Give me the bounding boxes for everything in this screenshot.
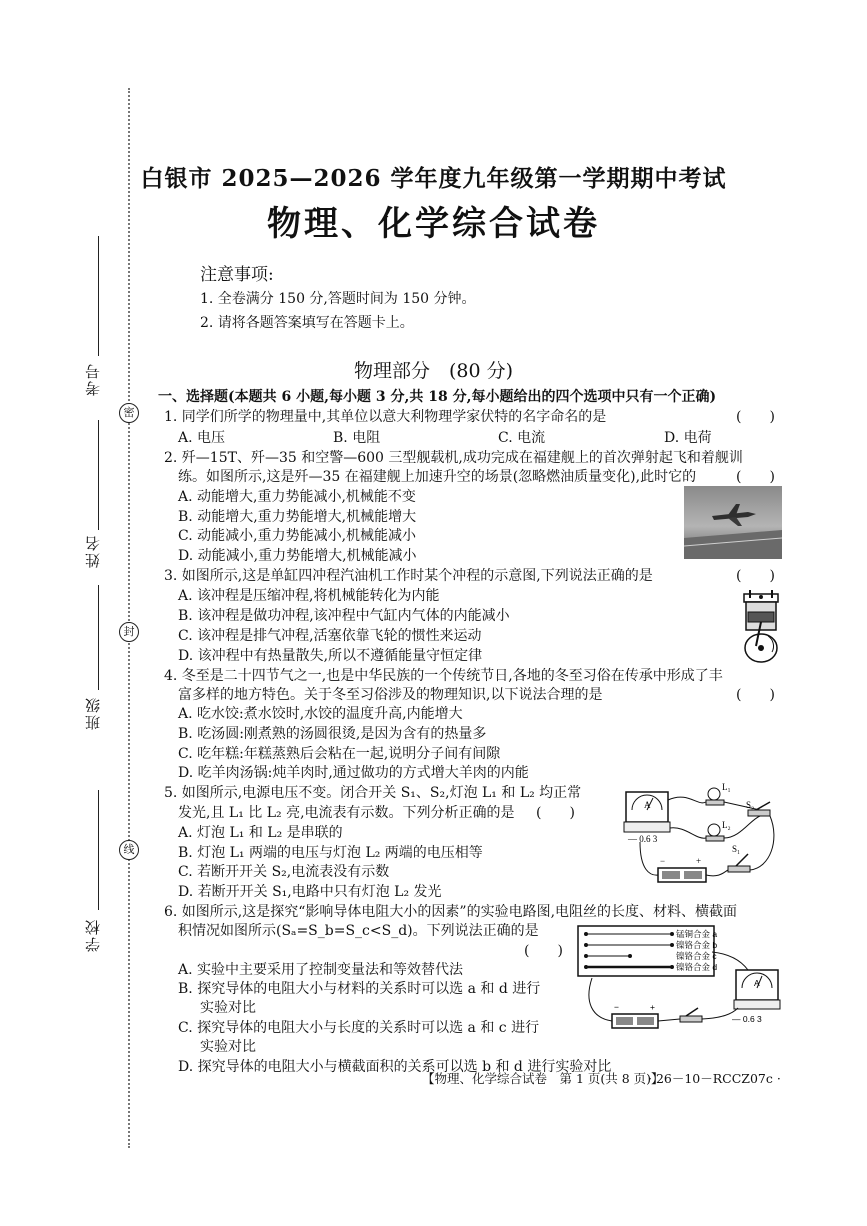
exam-no-blank (98, 236, 99, 356)
q1-option-b: B. 电阻 (333, 430, 381, 446)
q4-stem-line2: 富多样的地方特色。关于冬至习俗涉及的物理知识,以下说法合理的是 (178, 687, 603, 703)
q1-answer-paren: ( ) (736, 409, 775, 425)
q5-s2-label: S₂ (746, 800, 755, 810)
note-item-2: 2. 请将各题答案填写在答题卡上。 (200, 315, 414, 331)
q5-meter-label: A (644, 800, 651, 810)
footer-page-info: 【物理、化学综合试卷 第 1 页(共 8 页)】 (422, 1071, 664, 1086)
q3-option-a: A. 该冲程是压缩冲程,将机械能转化为内能 (178, 588, 440, 604)
q6-stem-line2: 积情况如图所示(Sₐ=S_b=S_c<S_d)。下列说法正确的是 (178, 923, 539, 939)
q5-meter-scale: — 0.6 3 (628, 834, 658, 844)
q5-option-c: C. 若断开开关 S₂,电流表没有示数 (178, 864, 390, 880)
q2-option-a: A. 动能增大,重力势能减小,机械能不变 (178, 489, 416, 505)
exam-no-label: 考号 (84, 362, 102, 396)
q6-circuit-diagram (572, 922, 786, 1030)
q6-option-b-line2: 实验对比 (200, 1000, 256, 1016)
q1-stem: 1. 同学们所学的物理量中,其单位以意大利物理学家伏特的名字命名的是 (164, 409, 607, 425)
note-item-1: 1. 全卷满分 150 分,答题时间为 150 分钟。 (200, 291, 476, 307)
q3-stem: 3. 如图所示,这是单缸四冲程汽油机工作时某个冲程的示意图,下列说法正确的是 (164, 568, 653, 584)
q3-option-c: C. 该冲程是排气冲程,活塞依靠飞轮的惯性来运动 (178, 628, 482, 644)
q2-stem-line2: 练。如图所示,这是歼—35 在福建舰上加速升空的场景(忽略燃油质量变化),此时它的 (178, 469, 697, 485)
q5-option-d: D. 若断开开关 S₁,电路中只有灯泡 L₂ 发光 (178, 884, 442, 900)
q4-stem-line1: 4. 冬至是二十四节气之一,也是中华民族的一个传统节日,各地的冬至习俗在传承中形成了丰 (164, 668, 723, 684)
section-title: 物理部分 (80 分) (353, 360, 514, 382)
school-label: 学校 (84, 918, 102, 952)
paper-title: 物理、化学综合试卷 (267, 204, 600, 244)
q5-stem-line2: 发光,且 L₁ 比 L₂ 亮,电流表有示数。下列分析正确的是 (178, 805, 515, 821)
q6-stem-line1: 6. 如图所示,这是探究“影响导体电阻大小的因素”的实验电路图,电阻丝的长度、材料、横截面 (164, 904, 738, 920)
q2-answer-paren: ( ) (736, 469, 775, 485)
q5-l1-label: L₁ (722, 782, 731, 792)
q5-battery-plus: + (696, 856, 702, 866)
q6-wire-b-label: 镍铬合金 b (676, 940, 718, 950)
q6-option-c-line1: C. 探究导体的电阻大小与长度的关系时可以选 a 和 c 进行 (178, 1020, 540, 1036)
q1-option-d: D. 电荷 (664, 430, 712, 446)
q2-stem-line1: 2. 歼—15T、歼—35 和空警—600 三型舰载机,成功完成在福建舰上的首次弹射起飞和着舰训 (164, 450, 743, 466)
q6-option-d: D. 探究导体的电阻大小与横截面积的关系可以选 b 和 d 进行实验对比 (178, 1059, 612, 1075)
q6-wire-d-label: 镍铬合金 d (676, 962, 718, 972)
q6-battery-plus: + (650, 1002, 655, 1012)
q5-answer-paren: ( ) (536, 805, 575, 821)
school-blank (98, 790, 99, 910)
q1-option-c: C. 电流 (498, 430, 546, 446)
exam-title: 白银市 2025—2026 学年度九年级第一学期期中考试 (140, 165, 727, 192)
name-blank (98, 420, 99, 530)
name-label: 姓名 (84, 534, 102, 568)
q6-answer-paren: ( ) (524, 943, 563, 959)
q5-option-b: B. 灯泡 L₁ 两端的电压与灯泡 L₂ 两端的电压相等 (178, 845, 483, 861)
q1-option-a: A. 电压 (178, 430, 226, 446)
footer-code: · 26－10－RCCZ07c · (648, 1071, 781, 1086)
q3-engine-diagram (738, 588, 784, 668)
q6-option-b-line1: B. 探究导体的电阻大小与材料的关系时可以选 a 和 d 进行 (178, 981, 541, 997)
q6-meter-scale: — 0.6 3 (732, 1014, 762, 1024)
q4-answer-paren: ( ) (736, 687, 775, 703)
binding-dotted-line (128, 88, 130, 1148)
q5-circuit-diagram (620, 780, 786, 892)
q5-battery-minus: − (660, 856, 666, 866)
q5-s1-label: S₁ (732, 844, 741, 854)
q4-option-b: B. 吃汤圆:刚煮熟的汤圆很烫,是因为含有的热量多 (178, 726, 487, 742)
q2-option-b: B. 动能增大,重力势能增大,机械能增大 (178, 509, 417, 525)
q4-option-c: C. 吃年糕:年糕蒸熟后会粘在一起,说明分子间有间隙 (178, 746, 501, 762)
seal-mark-xian: 线 (119, 840, 139, 860)
q6-meter-label: A (754, 978, 760, 988)
q6-battery-minus: − (614, 1002, 619, 1012)
seal-mark-mi: 密 (119, 403, 139, 423)
q4-option-d: D. 吃羊肉汤锅:炖羊肉时,通过做功的方式增大羊肉的内能 (178, 765, 529, 781)
q6-wire-a-label: 锰铜合金 a (676, 929, 718, 939)
notes-heading: 注意事项: (200, 265, 274, 285)
q6-option-c-line2: 实验对比 (200, 1039, 256, 1055)
class-label: 班级 (84, 696, 102, 730)
q6-option-a: A. 实验中主要采用了控制变量法和等效替代法 (178, 962, 464, 978)
class-blank (98, 585, 99, 690)
q3-answer-paren: ( ) (736, 568, 775, 584)
q4-option-a: A. 吃水饺:煮水饺时,水饺的温度升高,内能增大 (178, 706, 463, 722)
q2-option-c: C. 动能减小,重力势能减小,机械能减小 (178, 528, 417, 544)
q6-wire-c-label: 镍铬合金 c (676, 951, 717, 961)
q2-option-d: D. 动能减小,重力势能增大,机械能减小 (178, 548, 417, 564)
part1-heading: 一、选择题(本题共 6 小题,每小题 3 分,共 18 分,每小题给出的四个选项中只有一个正确) (158, 389, 717, 405)
q2-jet-photo (684, 486, 782, 559)
q5-stem-line1: 5. 如图所示,电源电压不变。闭合开关 S₁、S₂,灯泡 L₁ 和 L₂ 均正常 (164, 785, 582, 801)
q5-l2-label: L₂ (722, 820, 731, 830)
seal-mark-feng: 封 (119, 622, 139, 642)
q5-option-a: A. 灯泡 L₁ 和 L₂ 是串联的 (178, 825, 343, 841)
q3-option-b: B. 该冲程是做功冲程,该冲程中气缸内气体的内能减小 (178, 608, 510, 624)
q3-option-d: D. 该冲程中有热量散失,所以不遵循能量守恒定律 (178, 648, 483, 664)
